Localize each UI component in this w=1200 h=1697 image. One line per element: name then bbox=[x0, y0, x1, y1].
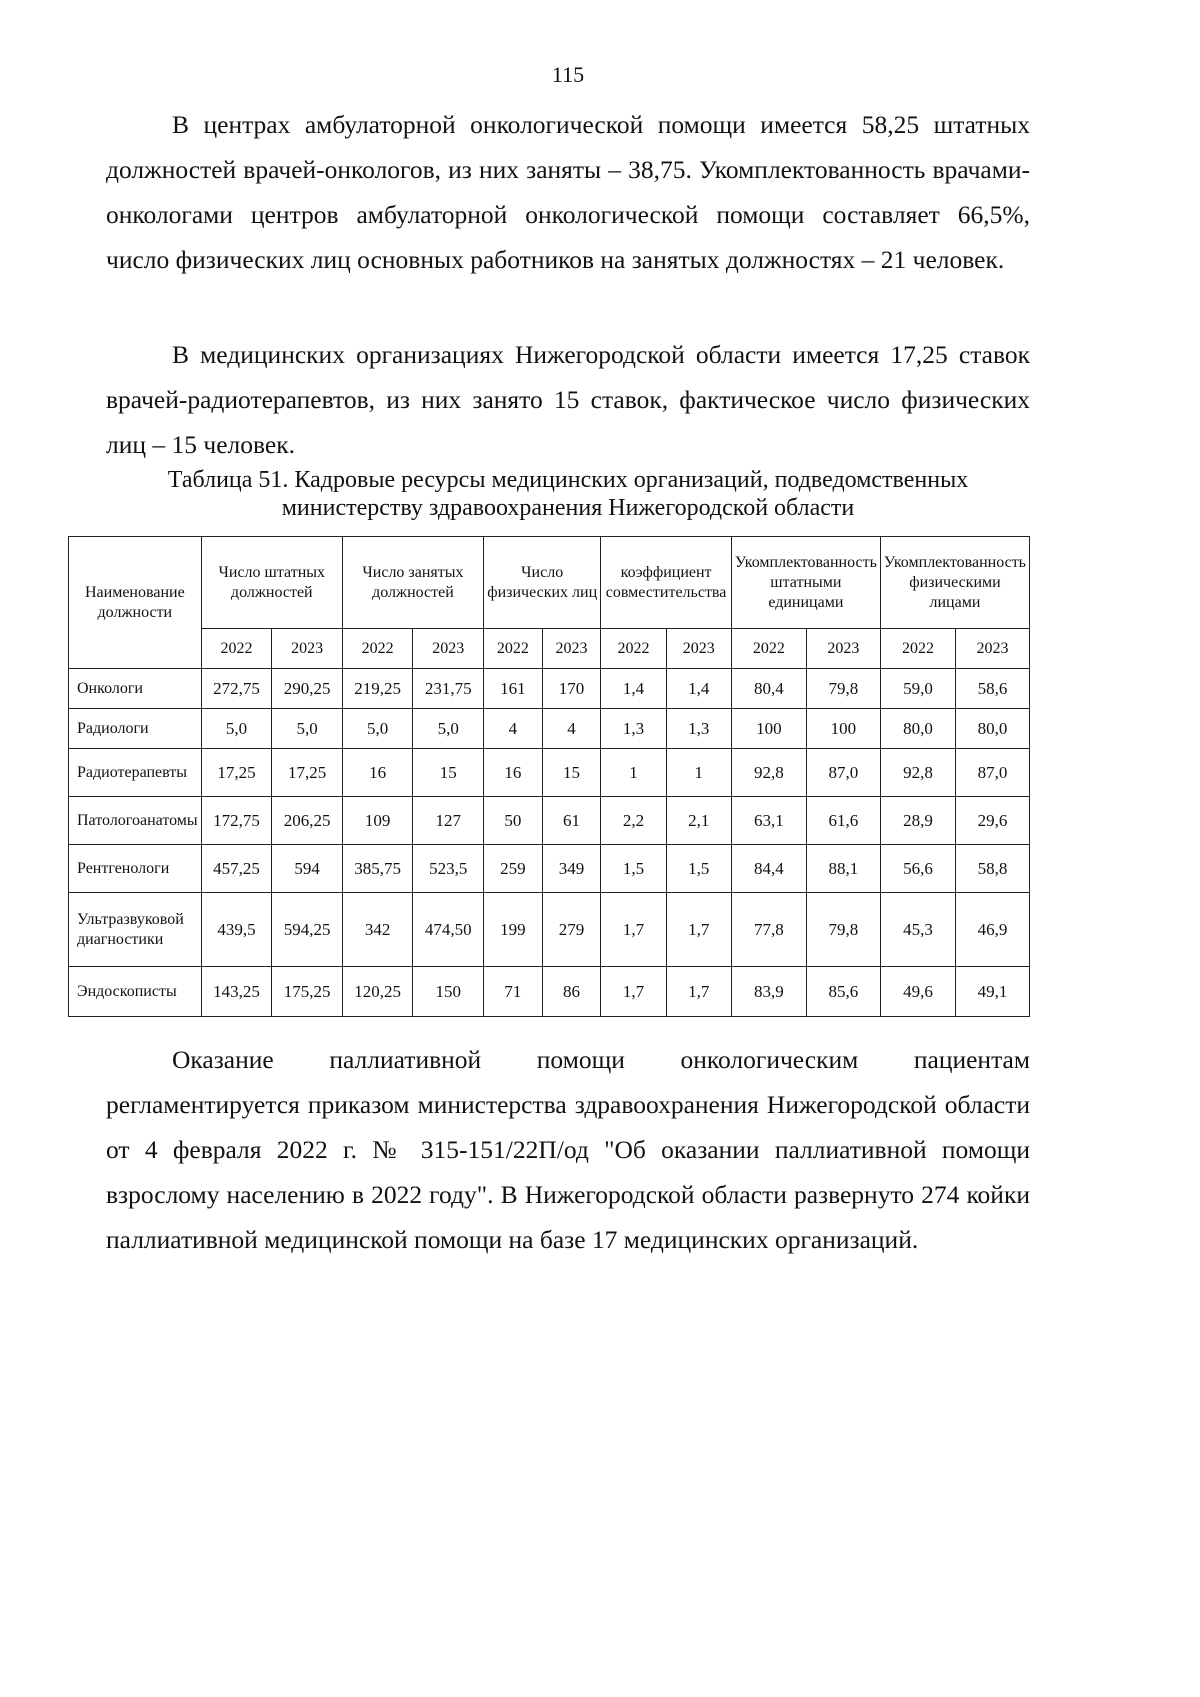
table-cell: 279 bbox=[542, 893, 601, 967]
year-header: 2022 bbox=[880, 629, 955, 669]
year-header: 2023 bbox=[806, 629, 880, 669]
table-year-row bbox=[69, 629, 1030, 669]
table-cell: 2,1 bbox=[666, 797, 731, 845]
table-cell: 4 bbox=[484, 709, 543, 749]
column-header-group: Число штатных должностей bbox=[201, 537, 342, 629]
table-cell: 109 bbox=[342, 797, 413, 845]
table-row bbox=[69, 967, 1030, 1017]
table-row bbox=[69, 797, 1030, 845]
table-cell: 1,7 bbox=[666, 967, 731, 1017]
table-cell: 594,25 bbox=[272, 893, 343, 967]
table-row bbox=[69, 749, 1030, 797]
table-cell: 56,6 bbox=[880, 845, 955, 893]
table-cell: 150 bbox=[413, 967, 484, 1017]
paragraph-oncology-centers bbox=[106, 102, 1030, 282]
table-cell: 1 bbox=[666, 749, 731, 797]
table-cell: 457,25 bbox=[201, 845, 272, 893]
table-cell: 49,6 bbox=[880, 967, 955, 1017]
column-header-group: Укомплектованность физическими лицами bbox=[880, 537, 1029, 629]
table-cell: 594 bbox=[272, 845, 343, 893]
column-header-group: коэффициент совместительства bbox=[601, 537, 732, 629]
table-cell: 16 bbox=[342, 749, 413, 797]
paragraph-radiotherapists bbox=[106, 332, 1030, 467]
table-cell: 85,6 bbox=[806, 967, 880, 1017]
table-cell: 17,25 bbox=[201, 749, 272, 797]
table-caption-line: Таблица 51. Кадровые ресурсы медицинских организаций, подведомственных bbox=[167, 467, 969, 493]
year-header: 2023 bbox=[542, 629, 601, 669]
table-cell: 84,4 bbox=[731, 845, 806, 893]
table-cell: 5,0 bbox=[272, 709, 343, 749]
table-cell: 439,5 bbox=[201, 893, 272, 967]
table-cell: 1 bbox=[601, 749, 666, 797]
year-header: 2023 bbox=[272, 629, 343, 669]
table-cell: 4 bbox=[542, 709, 601, 749]
staffing-table bbox=[68, 536, 1030, 1017]
table-cell: 46,9 bbox=[955, 893, 1029, 967]
table-cell: 290,25 bbox=[272, 669, 343, 709]
row-label: Ультразвуковой диагностики bbox=[69, 893, 202, 967]
table-cell: 1,7 bbox=[666, 893, 731, 967]
table-cell: 2,2 bbox=[601, 797, 666, 845]
table-cell: 87,0 bbox=[806, 749, 880, 797]
year-header: 2022 bbox=[731, 629, 806, 669]
year-header: 2022 bbox=[201, 629, 272, 669]
table-cell: 50 bbox=[484, 797, 543, 845]
row-label: Радиотерапевты bbox=[69, 749, 202, 797]
table-cell: 61,6 bbox=[806, 797, 880, 845]
table-cell: 16 bbox=[484, 749, 543, 797]
table-cell: 231,75 bbox=[413, 669, 484, 709]
table-cell: 61 bbox=[542, 797, 601, 845]
table-cell: 1,3 bbox=[666, 709, 731, 749]
year-header: 2023 bbox=[666, 629, 731, 669]
table-cell: 80,0 bbox=[880, 709, 955, 749]
table-cell: 5,0 bbox=[201, 709, 272, 749]
table-cell: 92,8 bbox=[731, 749, 806, 797]
table-cell: 474,50 bbox=[413, 893, 484, 967]
table-cell: 175,25 bbox=[272, 967, 343, 1017]
table-cell: 28,9 bbox=[880, 797, 955, 845]
year-header: 2023 bbox=[413, 629, 484, 669]
table-cell: 219,25 bbox=[342, 669, 413, 709]
row-label: Рентгенологи bbox=[69, 845, 202, 893]
table-cell: 87,0 bbox=[955, 749, 1029, 797]
paragraph-text: Оказание паллиативной помощи онкологическим пациентам регламентируется приказом министерства здравоохранения Нижегородской области от 4 февраля 2022 г. № 315-151/22П/од "Об оказании паллиативной помощи взрослому населению в 2022 году". В Нижегородской области развернуто 274 койки паллиативной медицинской помощи на базе 17 медицинских организаций. bbox=[106, 1045, 1030, 1254]
column-header-name: Наименование должности bbox=[69, 537, 202, 669]
table-cell: 206,25 bbox=[272, 797, 343, 845]
table-cell: 15 bbox=[542, 749, 601, 797]
table-cell: 1,5 bbox=[601, 845, 666, 893]
table-cell: 63,1 bbox=[731, 797, 806, 845]
row-label: Онкологи bbox=[69, 669, 202, 709]
table-cell: 58,6 bbox=[955, 669, 1029, 709]
table-cell: 161 bbox=[484, 669, 543, 709]
year-header: 2022 bbox=[601, 629, 666, 669]
table-cell: 385,75 bbox=[342, 845, 413, 893]
table-cell: 342 bbox=[342, 893, 413, 967]
table-cell: 80,0 bbox=[955, 709, 1029, 749]
table-cell: 58,8 bbox=[955, 845, 1029, 893]
table-cell: 45,3 bbox=[880, 893, 955, 967]
table-row bbox=[69, 845, 1030, 893]
row-label: Патологоанатомы bbox=[69, 797, 202, 845]
table-cell: 83,9 bbox=[731, 967, 806, 1017]
table-row bbox=[69, 669, 1030, 709]
table-cell: 1,3 bbox=[601, 709, 666, 749]
table-cell: 92,8 bbox=[880, 749, 955, 797]
table-cell: 100 bbox=[806, 709, 880, 749]
year-header: 2022 bbox=[342, 629, 413, 669]
year-header: 2023 bbox=[955, 629, 1029, 669]
page-number: 115 bbox=[551, 62, 585, 87]
table-cell: 88,1 bbox=[806, 845, 880, 893]
table-cell: 120,25 bbox=[342, 967, 413, 1017]
table-row bbox=[69, 709, 1030, 749]
table-cell: 1,4 bbox=[666, 669, 731, 709]
table-row bbox=[69, 893, 1030, 967]
table-cell: 199 bbox=[484, 893, 543, 967]
table-cell: 1,7 bbox=[601, 893, 666, 967]
table-cell: 1,7 bbox=[601, 967, 666, 1017]
row-label: Эндоскописты bbox=[69, 967, 202, 1017]
table-cell: 17,25 bbox=[272, 749, 343, 797]
table-cell: 86 bbox=[542, 967, 601, 1017]
table-cell: 79,8 bbox=[806, 669, 880, 709]
table-caption-line: министерству здравоохранения Нижегородской области bbox=[281, 495, 855, 521]
table-cell: 5,0 bbox=[342, 709, 413, 749]
table-cell: 15 bbox=[413, 749, 484, 797]
table-cell: 71 bbox=[484, 967, 543, 1017]
paragraph-palliative-care bbox=[106, 1037, 1030, 1262]
column-header-group: Укомплектованность штатными единицами bbox=[731, 537, 880, 629]
table-cell: 259 bbox=[484, 845, 543, 893]
table-cell: 170 bbox=[542, 669, 601, 709]
table-cell: 59,0 bbox=[880, 669, 955, 709]
table-cell: 100 bbox=[731, 709, 806, 749]
table-cell: 49,1 bbox=[955, 967, 1029, 1017]
column-header-group: Число физических лиц bbox=[484, 537, 601, 629]
table-cell: 172,75 bbox=[201, 797, 272, 845]
table-cell: 349 bbox=[542, 845, 601, 893]
row-label: Радиологи bbox=[69, 709, 202, 749]
table-cell: 79,8 bbox=[806, 893, 880, 967]
table-cell: 523,5 bbox=[413, 845, 484, 893]
table-cell: 5,0 bbox=[413, 709, 484, 749]
table-cell: 272,75 bbox=[201, 669, 272, 709]
table-header-row bbox=[69, 537, 1030, 629]
table-cell: 29,6 bbox=[955, 797, 1029, 845]
table-cell: 80,4 bbox=[731, 669, 806, 709]
table-cell: 1,4 bbox=[601, 669, 666, 709]
paragraph-text: В медицинских организациях Нижегородской области имеется 17,25 ставок врачей-радиотерапевтов, из них занято 15 ставок, фактическое число физических лиц – 15 человек. bbox=[106, 340, 1030, 459]
column-header-group: Число занятых должностей bbox=[342, 537, 483, 629]
table-caption bbox=[68, 466, 1068, 522]
table-cell: 77,8 bbox=[731, 893, 806, 967]
table-cell: 1,5 bbox=[666, 845, 731, 893]
year-header: 2022 bbox=[484, 629, 543, 669]
table-cell: 143,25 bbox=[201, 967, 272, 1017]
table-cell: 127 bbox=[413, 797, 484, 845]
paragraph-text: В центрах амбулаторной онкологической помощи имеется 58,25 штатных должностей врачей-онкологов, из них заняты – 38,75. Укомплектованность врачами-онкологами центров амбулаторной онкологической помощи составляет 66,5%, число физических лиц основных работников на занятых должностях – 21 человек. bbox=[106, 110, 1030, 274]
